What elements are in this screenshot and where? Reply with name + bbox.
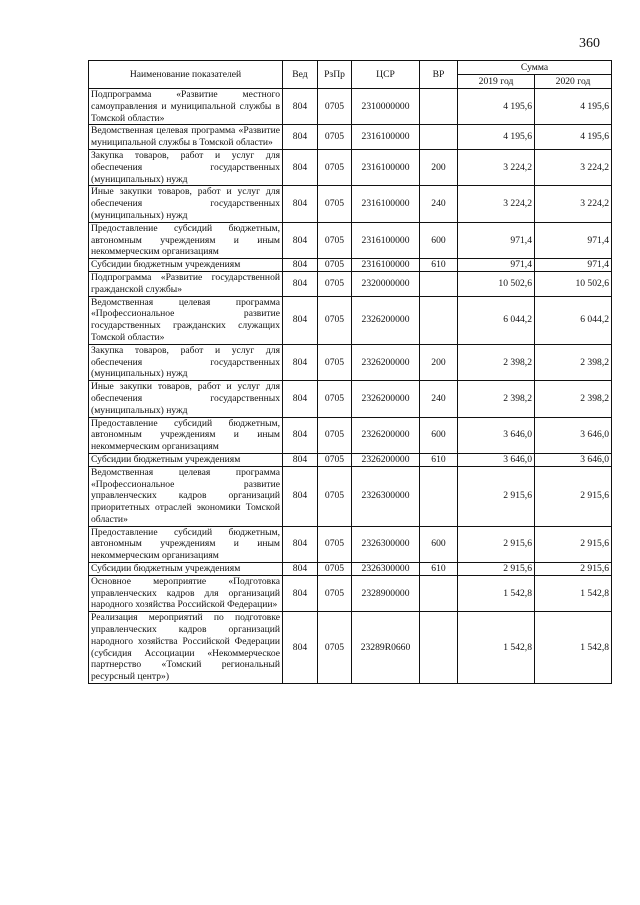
cell-sum-2019: 1 542,8 [458, 612, 535, 684]
table-row [89, 563, 612, 576]
cell-rzpr: 0705 [318, 417, 352, 453]
cell-vr: 200 [420, 149, 458, 185]
cell-vr [420, 271, 458, 296]
cell-vr [420, 575, 458, 611]
cell-sum-2019: 2 915,6 [458, 526, 535, 562]
cell-csr: 2326300000 [352, 466, 420, 526]
cell-name: Закупка товаров, работ и услуг для обеспечения государственных (муниципальных) нужд [89, 344, 283, 380]
cell-name: Субсидии бюджетным учреждениям [89, 259, 283, 272]
cell-sum-2020: 2 915,6 [535, 466, 612, 526]
cell-vr: 240 [420, 186, 458, 222]
cell-vr [420, 296, 458, 344]
table-row [89, 344, 612, 380]
table-row [89, 149, 612, 185]
cell-vr [420, 89, 458, 125]
cell-ved: 804 [283, 453, 318, 466]
cell-csr: 2326200000 [352, 296, 420, 344]
header-sum: Сумма [458, 61, 612, 75]
header-rzpr: РзПр [318, 61, 352, 89]
header-2020: 2020 год [535, 75, 612, 89]
cell-ved: 804 [283, 296, 318, 344]
cell-ved: 804 [283, 186, 318, 222]
cell-rzpr: 0705 [318, 296, 352, 344]
cell-sum-2019: 3 224,2 [458, 149, 535, 185]
header-vr: ВР [420, 61, 458, 89]
cell-sum-2020: 6 044,2 [535, 296, 612, 344]
cell-name: Ведомственная целевая программа «Профессиональное развитие управленческих кадров организаций приоритетных отраслей экономики Томской области» [89, 466, 283, 526]
header-2019: 2019 год [458, 75, 535, 89]
cell-sum-2020: 3 224,2 [535, 149, 612, 185]
cell-sum-2019: 3 224,2 [458, 186, 535, 222]
cell-rzpr: 0705 [318, 344, 352, 380]
cell-vr [420, 125, 458, 150]
cell-ved: 804 [283, 222, 318, 258]
cell-csr: 2326200000 [352, 417, 420, 453]
cell-name: Ведомственная целевая программа «Развитие муниципальной службы в Томской области» [89, 125, 283, 150]
cell-rzpr: 0705 [318, 271, 352, 296]
cell-vr: 240 [420, 381, 458, 417]
table-row [89, 296, 612, 344]
cell-sum-2020: 2 398,2 [535, 381, 612, 417]
cell-rzpr: 0705 [318, 453, 352, 466]
cell-csr: 2326300000 [352, 563, 420, 576]
cell-csr: 2316100000 [352, 186, 420, 222]
table-row [89, 186, 612, 222]
cell-rzpr: 0705 [318, 563, 352, 576]
cell-vr: 610 [420, 453, 458, 466]
cell-vr [420, 612, 458, 684]
cell-vr: 610 [420, 563, 458, 576]
table-body [89, 89, 612, 684]
cell-sum-2020: 10 502,6 [535, 271, 612, 296]
cell-name: Основное мероприятие «Подготовка управленческих кадров для организаций народного хозяйства Российской Федерации» [89, 575, 283, 611]
cell-ved: 804 [283, 526, 318, 562]
cell-vr: 200 [420, 344, 458, 380]
cell-sum-2019: 10 502,6 [458, 271, 535, 296]
cell-ved: 804 [283, 381, 318, 417]
cell-csr: 23289R0660 [352, 612, 420, 684]
cell-sum-2019: 2 915,6 [458, 466, 535, 526]
cell-vr: 610 [420, 259, 458, 272]
table-row [89, 271, 612, 296]
cell-rzpr: 0705 [318, 612, 352, 684]
cell-name: Субсидии бюджетным учреждениям [89, 563, 283, 576]
table-row [89, 125, 612, 150]
cell-sum-2020: 1 542,8 [535, 612, 612, 684]
cell-sum-2019: 3 646,0 [458, 453, 535, 466]
cell-csr: 2326200000 [352, 381, 420, 417]
table-row [89, 526, 612, 562]
cell-rzpr: 0705 [318, 259, 352, 272]
cell-sum-2019: 2 398,2 [458, 344, 535, 380]
cell-name: Предоставление субсидий бюджетным, автономным учреждениям и иным некоммерческим организациям [89, 417, 283, 453]
header-name: Наименование показателей [89, 61, 283, 89]
cell-sum-2020: 971,4 [535, 222, 612, 258]
cell-sum-2019: 6 044,2 [458, 296, 535, 344]
cell-rzpr: 0705 [318, 466, 352, 526]
page-number: 360 [579, 36, 600, 51]
cell-csr: 2326200000 [352, 453, 420, 466]
cell-rzpr: 0705 [318, 222, 352, 258]
cell-name: Предоставление субсидий бюджетным, автономным учреждениям и иным некоммерческим организациям [89, 526, 283, 562]
cell-sum-2020: 3 646,0 [535, 453, 612, 466]
cell-rzpr: 0705 [318, 149, 352, 185]
cell-sum-2020: 4 195,6 [535, 89, 612, 125]
table-row [89, 612, 612, 684]
cell-rzpr: 0705 [318, 381, 352, 417]
cell-ved: 804 [283, 417, 318, 453]
cell-ved: 804 [283, 466, 318, 526]
cell-vr: 600 [420, 417, 458, 453]
cell-rzpr: 0705 [318, 186, 352, 222]
table-row [89, 417, 612, 453]
cell-sum-2020: 3 224,2 [535, 186, 612, 222]
cell-vr: 600 [420, 526, 458, 562]
budget-table [88, 60, 612, 684]
cell-sum-2019: 971,4 [458, 259, 535, 272]
cell-sum-2019: 4 195,6 [458, 89, 535, 125]
table-row [89, 575, 612, 611]
cell-ved: 804 [283, 149, 318, 185]
header-ved: Вед [283, 61, 318, 89]
cell-name: Подпрограмма «Развитие государственной гражданской службы» [89, 271, 283, 296]
cell-csr: 2326300000 [352, 526, 420, 562]
cell-rzpr: 0705 [318, 526, 352, 562]
table-row [89, 466, 612, 526]
cell-sum-2019: 2 398,2 [458, 381, 535, 417]
cell-csr: 2320000000 [352, 271, 420, 296]
cell-ved: 804 [283, 125, 318, 150]
cell-csr: 2316100000 [352, 222, 420, 258]
cell-ved: 804 [283, 89, 318, 125]
cell-sum-2020: 1 542,8 [535, 575, 612, 611]
table-row [89, 381, 612, 417]
cell-ved: 804 [283, 259, 318, 272]
cell-name: Предоставление субсидий бюджетным, автономным учреждениям и иным некоммерческим организациям [89, 222, 283, 258]
cell-sum-2020: 2 915,6 [535, 526, 612, 562]
cell-csr: 2328900000 [352, 575, 420, 611]
cell-name: Ведомственная целевая программа «Профессиональное развитие государственных гражданских служащих Томской области» [89, 296, 283, 344]
cell-sum-2019: 1 542,8 [458, 575, 535, 611]
cell-sum-2019: 971,4 [458, 222, 535, 258]
cell-sum-2020: 2 915,6 [535, 563, 612, 576]
cell-csr: 2316100000 [352, 259, 420, 272]
cell-ved: 804 [283, 575, 318, 611]
cell-sum-2020: 971,4 [535, 259, 612, 272]
cell-name: Иные закупки товаров, работ и услуг для обеспечения государственных (муниципальных) нужд [89, 186, 283, 222]
cell-rzpr: 0705 [318, 89, 352, 125]
cell-rzpr: 0705 [318, 575, 352, 611]
cell-vr [420, 466, 458, 526]
cell-ved: 804 [283, 563, 318, 576]
cell-sum-2020: 2 398,2 [535, 344, 612, 380]
cell-csr: 2310000000 [352, 89, 420, 125]
cell-ved: 804 [283, 271, 318, 296]
cell-name: Субсидии бюджетным учреждениям [89, 453, 283, 466]
cell-sum-2019: 3 646,0 [458, 417, 535, 453]
cell-ved: 804 [283, 344, 318, 380]
table-row [89, 259, 612, 272]
header-csr: ЦСР [352, 61, 420, 89]
cell-name: Закупка товаров, работ и услуг для обеспечения государственных (муниципальных) нужд [89, 149, 283, 185]
cell-sum-2020: 3 646,0 [535, 417, 612, 453]
cell-csr: 2316100000 [352, 125, 420, 150]
table-row [89, 222, 612, 258]
cell-name: Подпрограмма «Развитие местного самоуправления и муниципальной службы в Томской области» [89, 89, 283, 125]
cell-csr: 2326200000 [352, 344, 420, 380]
cell-name: Иные закупки товаров, работ и услуг для обеспечения государственных (муниципальных) нужд [89, 381, 283, 417]
cell-sum-2019: 4 195,6 [458, 125, 535, 150]
table-row [89, 89, 612, 125]
cell-name: Реализация мероприятий по подготовке управленческих кадров организаций народного хозяйства Российской Федерации (субсидия Ассоциации «Некоммерческое партнерство «Томский региональный ресурсный центр») [89, 612, 283, 684]
cell-vr: 600 [420, 222, 458, 258]
cell-sum-2019: 2 915,6 [458, 563, 535, 576]
table-row [89, 453, 612, 466]
cell-sum-2020: 4 195,6 [535, 125, 612, 150]
cell-ved: 804 [283, 612, 318, 684]
cell-csr: 2316100000 [352, 149, 420, 185]
cell-rzpr: 0705 [318, 125, 352, 150]
